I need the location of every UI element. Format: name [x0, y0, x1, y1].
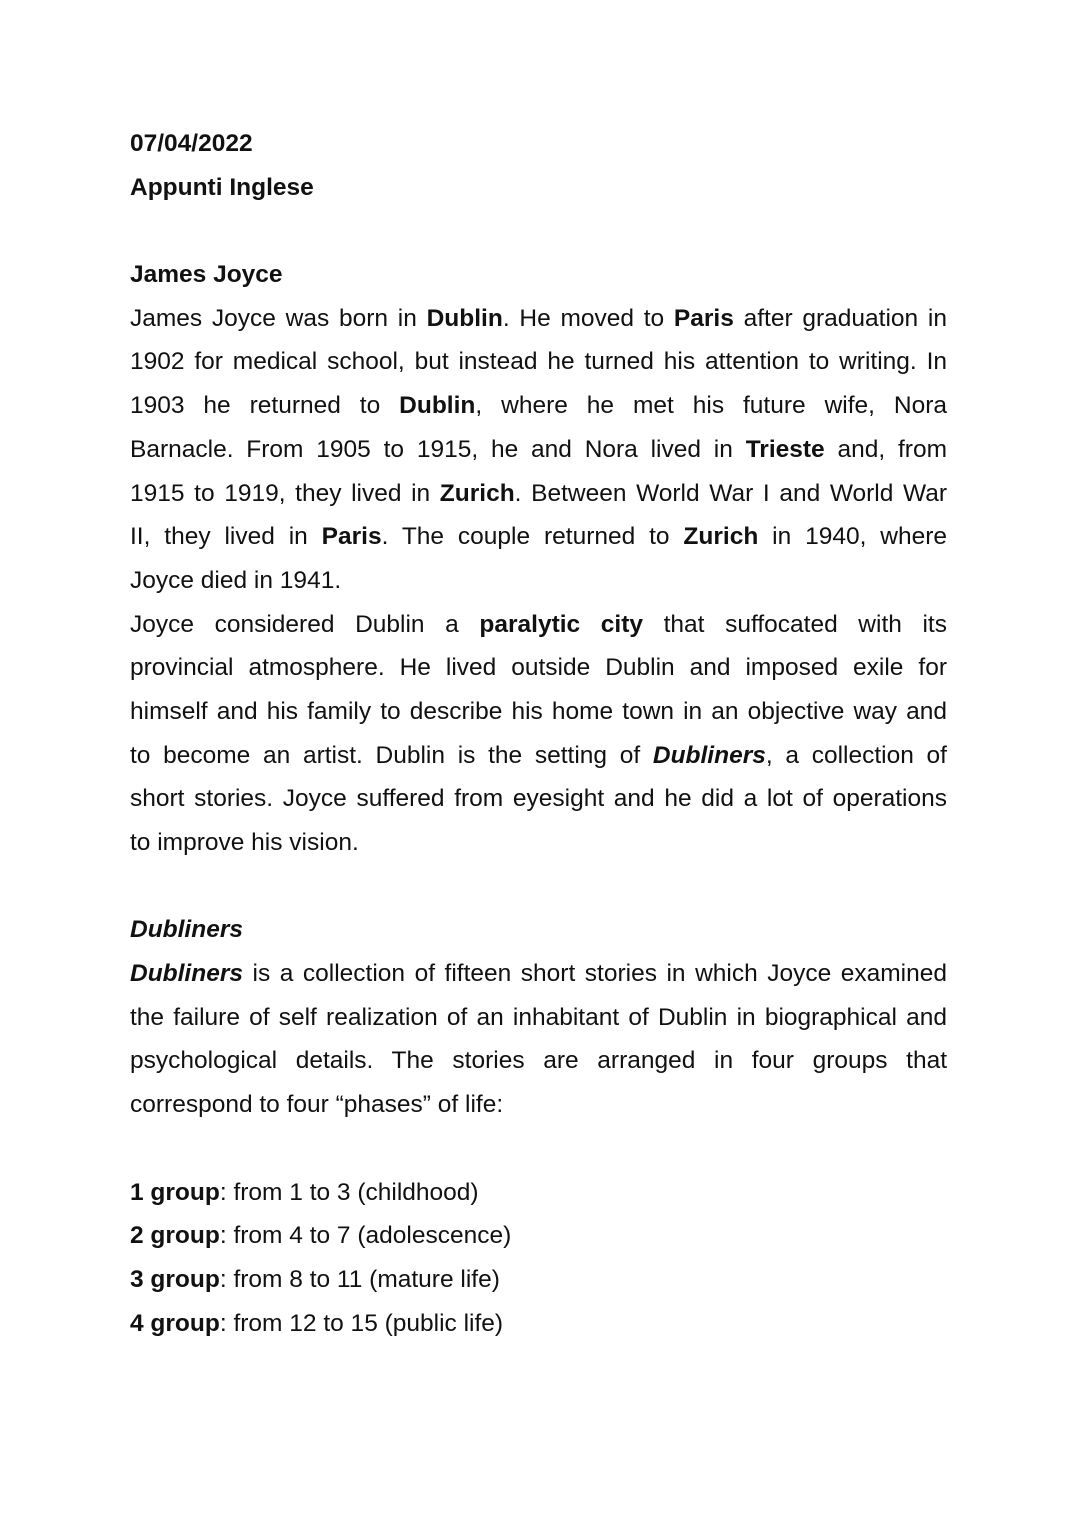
text-line [130, 1039, 947, 1083]
text-run: , where he met his future wife, Nora [475, 392, 947, 420]
document-page [130, 122, 947, 1345]
text-run: to become an artist. Dublin is the setting of [130, 741, 653, 769]
text-line [130, 821, 947, 865]
text-run: . He moved to [502, 304, 674, 332]
text-run: Barnacle. From 1905 to 1915, he and Nora lived in [130, 435, 746, 463]
group-item [130, 1302, 947, 1346]
text-line [130, 297, 947, 341]
group-range: : from 1 to 3 (childhood) [219, 1178, 479, 1206]
group-range: : from 8 to 11 (mature life) [219, 1265, 500, 1293]
emphasized-text: Dublin [399, 392, 476, 420]
text-run: . The couple returned to [381, 523, 684, 551]
emphasized-text: Zurich [683, 523, 759, 551]
text-line [130, 515, 947, 559]
text-line [130, 472, 947, 516]
text-line [130, 996, 947, 1040]
text-run: provincial atmosphere. He lived outside Dublin and imposed exile for [130, 654, 947, 682]
section-heading-dubliners: Dubliners [130, 916, 243, 944]
section-heading-james-joyce: James Joyce [130, 261, 283, 289]
text-run: is a collection of fifteen short stories in which Joyce examined [243, 960, 947, 988]
document-date: 07/04/2022 [130, 130, 253, 157]
text-run: 1902 for medical school, but instead he turned his attention to writing. In [130, 348, 947, 376]
spacer [130, 865, 947, 909]
emphasized-text: Dubliners [652, 741, 766, 769]
emphasized-text: Paris [321, 523, 382, 551]
james-joyce-paragraphs [130, 297, 947, 865]
text-run: to improve his vision. [130, 829, 359, 856]
group-item [130, 1171, 947, 1215]
text-run: 1903 he returned to [130, 392, 400, 420]
text-run: Joyce considered Dublin a [130, 610, 480, 638]
text-run: correspond to four “phases” of life: [130, 1091, 504, 1119]
group-label: 3 group [130, 1265, 220, 1293]
text-run: that suffocated with its [643, 610, 947, 638]
text-line [130, 690, 947, 734]
emphasized-text: Dublin [426, 304, 503, 332]
document-title: Appunti Inglese [130, 173, 314, 201]
text-line [130, 952, 947, 996]
text-run: II, they lived in [130, 523, 322, 551]
text-run: , a collection of [765, 741, 947, 769]
text-line [130, 559, 947, 603]
text-run: Joyce died in 1941. [130, 566, 342, 594]
text-line [130, 1083, 947, 1127]
text-line [130, 384, 947, 428]
text-run: psychological details. The stories are arranged in four groups that [130, 1047, 947, 1075]
group-label: 4 group [130, 1309, 220, 1337]
group-item [130, 1258, 947, 1302]
group-range: : from 4 to 7 (adolescence) [219, 1222, 512, 1250]
text-line [130, 734, 947, 778]
group-item [130, 1214, 947, 1258]
emphasized-text: paralytic city [479, 610, 643, 638]
emphasized-text: Dubliners [130, 960, 243, 988]
text-line [130, 603, 947, 647]
text-run: in 1940, where [758, 523, 948, 551]
text-line [130, 777, 947, 821]
spacer [130, 209, 947, 253]
spacer [130, 1127, 947, 1171]
text-line [130, 646, 947, 690]
emphasized-text: Paris [673, 304, 734, 332]
text-line [130, 428, 947, 472]
group-label: 1 group [130, 1178, 220, 1206]
text-run: . Between World War I and World War [514, 479, 947, 507]
emphasized-text: Zurich [439, 479, 515, 507]
text-run: and, from [824, 435, 947, 463]
groups-list [130, 1171, 947, 1346]
text-run: himself and his family to describe his home town in an objective way and [130, 697, 947, 725]
text-run: after graduation in [733, 304, 947, 332]
text-run: short stories. Joyce suffered from eyesight and he did a lot of operations [130, 785, 947, 813]
text-line [130, 340, 947, 384]
text-run: the failure of self realization of an inhabitant of Dublin in biographical and [130, 1003, 947, 1031]
dubliners-paragraph [130, 952, 947, 1127]
group-label: 2 group [130, 1222, 220, 1250]
text-run: James Joyce was born in [130, 304, 427, 332]
text-run: 1915 to 1919, they lived in [130, 479, 440, 507]
group-range: : from 12 to 15 (public life) [219, 1309, 504, 1337]
emphasized-text: Trieste [745, 435, 825, 463]
